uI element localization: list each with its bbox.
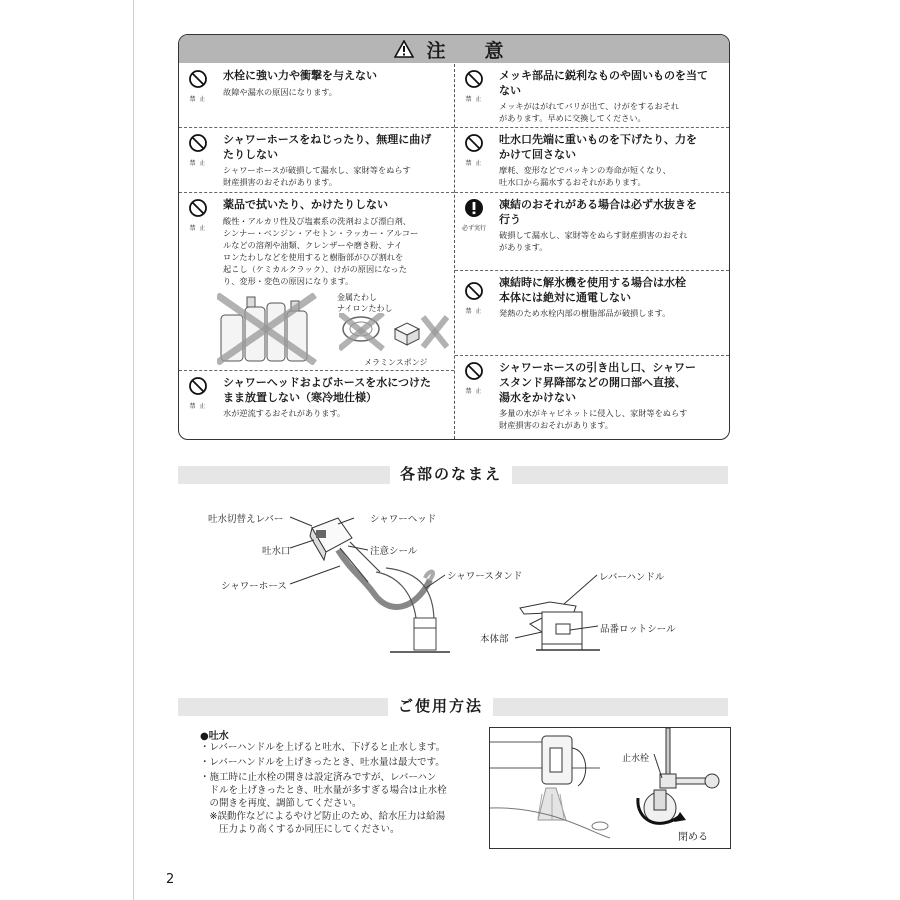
parts-section-title: 各部のなまえ [390, 463, 512, 484]
caution-item-title: 水栓に強い力や衝撃を与えない [223, 69, 377, 82]
prohibit-icon: 禁 止 [461, 133, 487, 167]
usage-line: ※誤動作などによるやけど防止のため、給水圧力は給湯 [200, 811, 446, 822]
caution-item-title: シャワーホースをねじったり、無理に曲げ たりしない [223, 133, 432, 161]
caution-title: 注 意 [426, 39, 514, 62]
caution-item-desc: シャワーホースが破損して漏水し、家財等をぬらす 財産損害のおそれがあります。 [223, 165, 411, 187]
label-shower-hose: シャワーホース [221, 581, 287, 592]
caution-item-title: 凍結時に解氷機を使用する場合は水栓 本体には絶対に通電しない [499, 276, 686, 304]
usage-section-bar [178, 698, 728, 716]
caution-item-desc: メッキがはがれてバリが出て、けがをするおそれ があります。早めに交換してください。 [499, 101, 679, 123]
scrub-sponge-illustration [339, 313, 449, 359]
caution-item-desc: 多量の水がキャビネットに侵入し、家財等をぬらす 財産損害のおそれがあります。 [499, 408, 688, 430]
caution-item-desc: 破損して漏水し、家財等をぬらす財産損害のおそれ があります。 [499, 230, 688, 252]
caution-grid [179, 64, 729, 439]
label-body: 本体部 [480, 634, 509, 645]
page-margin-line [133, 0, 134, 900]
usage-illustration-box [489, 727, 731, 849]
caution-panel [178, 34, 730, 440]
label-lot-seal: 品番ロットシール [600, 624, 676, 635]
usage-line: ・レバーハンドルを上げきったとき、吐水量は最大です。 [200, 757, 445, 768]
caution-item-desc: 故障や漏水の原因になります。 [223, 87, 337, 97]
caution-item-desc: 発熱のため水栓内部の樹脂部品が破損します。 [499, 308, 671, 318]
mandatory-icon: 必ず実行 [461, 198, 487, 232]
valve-label: 止水栓 [622, 754, 650, 764]
caution-item-right-3 [455, 192, 729, 270]
caution-item-left-1 [179, 64, 454, 127]
prohibit-icon: 禁 止 [185, 133, 211, 167]
prohibit-icon: 禁 止 [461, 281, 487, 315]
caution-item-left-3 [179, 192, 454, 370]
caution-item-right-2 [455, 127, 729, 192]
label-shower-stand: シャワースタンド [447, 571, 523, 582]
usage-line: ドルを上げきったとき、吐水量が多すぎる場合は止水栓 [200, 785, 447, 796]
caution-item-desc: 酸性・アルカリ性及び塩素系の洗剤および漂白剤、 シンナー・ベンジン・アセトン・ラッカー・アルコー ルなどの溶剤や油類、クレンザーや磨き粉、ナイ ロンたわしなどを使用すると樹脂部がひび割れを 起こし（ケミカルクラック）、けがの原因になった り、変形・変色の原因になります。 [223, 216, 419, 286]
nylon-scrub-label: ナイロンたわし [337, 304, 393, 313]
usage-line: ・施工時に止水栓の開きは設定済みですが、レバーハン [200, 772, 437, 783]
parts-section-bar [178, 466, 728, 484]
prohibit-icon: 禁 止 [185, 376, 211, 410]
usage-line: ・レバーハンドルを上げると吐水、下げると止水します。 [200, 742, 446, 753]
usage-line: 圧力より高くするか同圧にしてください。 [200, 824, 400, 835]
usage-section-title: ご使用方法 [388, 695, 493, 716]
label-shower-head: シャワーヘッド [370, 514, 437, 525]
chemical-bottles-illustration [217, 293, 327, 365]
caution-item-title: メッキ部品に鋭利なものや固いものを当て ない [499, 69, 708, 97]
label-lever-handle: レバーハンドル [599, 572, 665, 583]
usage-heading: ●吐水 [200, 731, 229, 742]
caution-item-title: 薬品で拭いたり、かけたりしない [223, 198, 388, 211]
usage-line: の開きを再度、調節してください。 [200, 798, 362, 809]
melamine-sponge-label: メラミンスポンジ [364, 358, 428, 367]
close-label: 閉める [678, 832, 708, 843]
prohibit-icon: 禁 止 [185, 69, 211, 103]
label-spout: 吐水口 [262, 546, 291, 557]
caution-item-right-1 [455, 64, 729, 127]
caution-item-desc: 水が逆流するおそれがあります。 [223, 408, 346, 418]
caution-header [179, 35, 729, 63]
prohibit-icon: 禁 止 [185, 198, 211, 232]
page-number: 2 [166, 872, 175, 887]
prohibit-icon: 禁 止 [461, 361, 487, 395]
caution-item-left-2 [179, 127, 454, 192]
caution-item-desc: 摩耗、変形などでパッキンの寿命が短くなり、 吐水口から漏水するおそれがあります。 [499, 165, 671, 187]
caution-item-title: 凍結のおそれがある場合は必ず水抜きを 行う [499, 198, 697, 226]
caution-item-title: シャワーホースの引き出し口、シャワー スタンド昇降部などの開口部へ直接、 湯水をかけない [499, 361, 697, 404]
caution-item-title: シャワーヘッドおよびホースを水につけた まま放置しない（寒冷地仕様） [223, 376, 432, 404]
metal-scrub-label: 金属たわし [337, 293, 377, 302]
caution-item-right-5 [455, 355, 729, 439]
warning-icon [394, 40, 414, 58]
caution-item-title: 吐水口先端に重いものを下げたり、力を かけて回さない [499, 133, 697, 161]
prohibit-icon: 禁 止 [461, 69, 487, 103]
caution-item-right-4 [455, 270, 729, 355]
label-caution-seal: 注意シール [370, 546, 418, 557]
caution-item-left-4 [179, 370, 454, 439]
label-switch-lever: 吐水切替えレバー [208, 514, 284, 525]
